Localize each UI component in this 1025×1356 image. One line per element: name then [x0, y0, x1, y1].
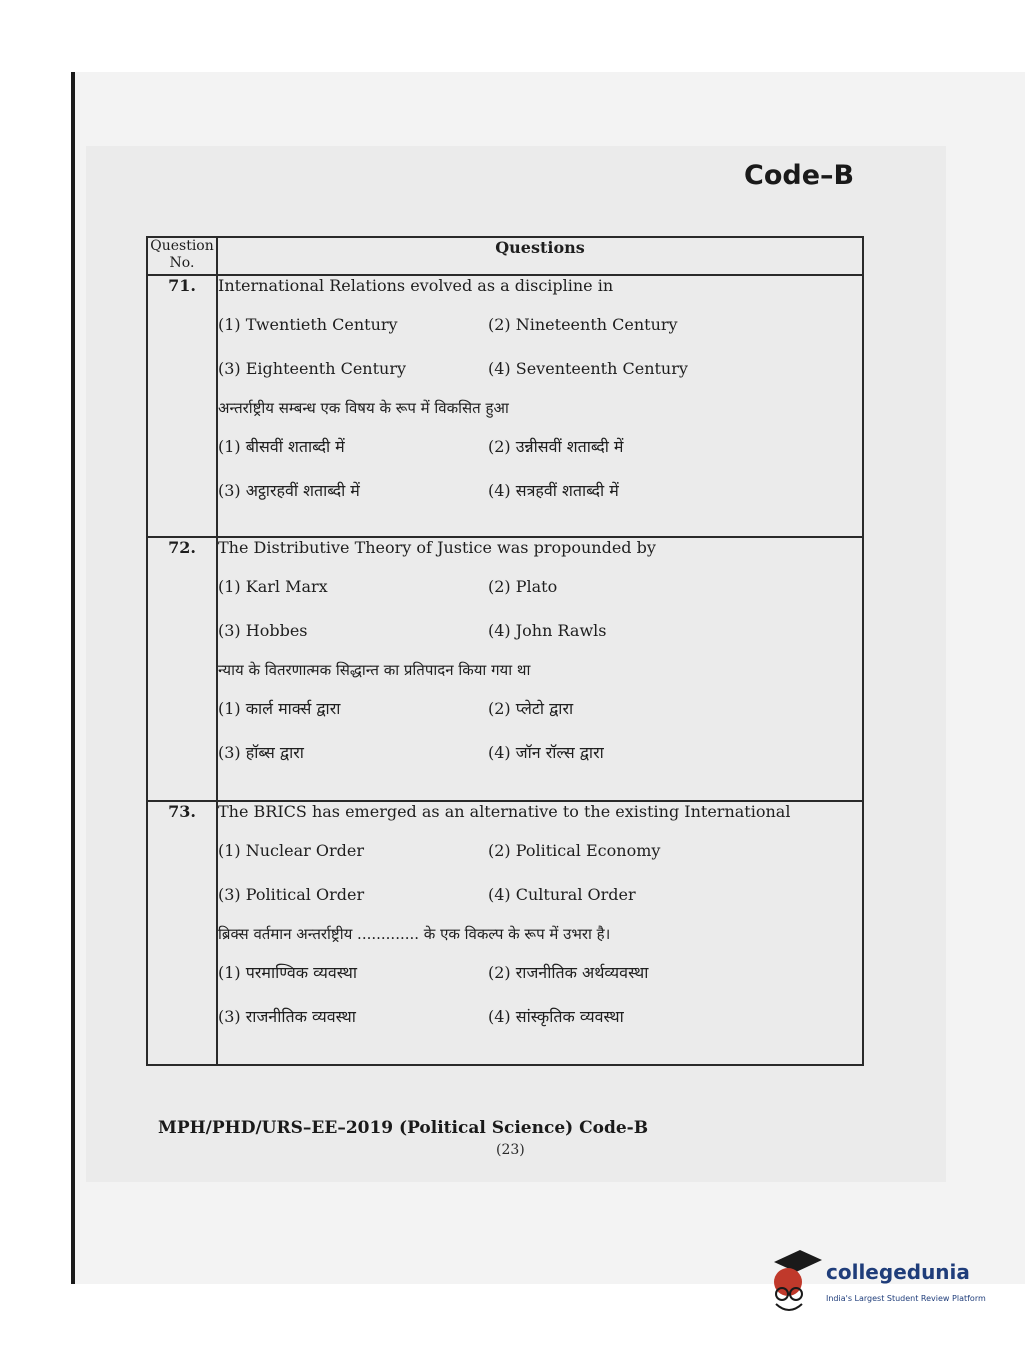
option: (1) परमाण्विक व्यवस्था [218, 963, 358, 982]
page-number: (23) [496, 1142, 525, 1158]
option: (2) प्लेटो द्वारा [488, 699, 574, 718]
option: (3) Political Order [218, 885, 365, 904]
question-text: International Relations evolved as a discipline in [218, 276, 614, 295]
table-header-row [147, 237, 863, 275]
option: (1) Twentieth Century [218, 315, 398, 334]
logo-wordmark: collegedunia [826, 1260, 970, 1284]
options-english [218, 314, 862, 380]
question-content [217, 275, 863, 537]
option: (1) बीसवीं शताब्दी में [218, 437, 345, 456]
option: (2) Nineteenth Century [488, 315, 678, 334]
question-text: The BRICS has emerged as an alternative to the existing International [218, 802, 791, 821]
column-header-questions: Questions [217, 237, 863, 275]
question-text-hindi: अन्तर्राष्ट्रीय सम्बन्ध एक विषय के रूप में विकसित हुआ [218, 399, 509, 417]
option: (1) कार्ल मार्क्स द्वारा [218, 699, 341, 718]
graduate-mascot-icon [766, 1248, 822, 1318]
question-row [147, 275, 863, 537]
option: (3) राजनीतिक व्यवस्था [218, 1007, 356, 1026]
question-number: 72. [147, 537, 217, 801]
option: (2) Plato [488, 577, 558, 596]
option: (4) जॉन रॉल्स द्वारा [488, 743, 604, 762]
question-number: 73. [147, 801, 217, 1065]
question-row [147, 801, 863, 1065]
option: (2) राजनीतिक अर्थव्यवस्था [488, 963, 649, 982]
column-header-question-no: Question No. [147, 237, 217, 275]
option: (1) Nuclear Order [218, 841, 364, 860]
logo-tagline: India's Largest Student Review Platform [826, 1294, 986, 1303]
options-english [218, 576, 862, 642]
questions-table [146, 236, 864, 1066]
option: (4) Cultural Order [488, 885, 636, 904]
options-hindi [218, 436, 862, 502]
question-text-hindi: न्याय के वितरणात्मक सिद्धान्त का प्रतिपादन किया गया था [218, 661, 531, 679]
option: (4) Seventeenth Century [488, 359, 688, 378]
options-hindi [218, 698, 862, 764]
option: (1) Karl Marx [218, 577, 328, 596]
option: (3) अट्ठारहवीं शताब्दी में [218, 481, 360, 500]
option: (3) Eighteenth Century [218, 359, 407, 378]
collegedunia-logo[interactable] [766, 1248, 996, 1328]
question-text: The Distributive Theory of Justice was propounded by [218, 538, 656, 557]
option: (4) John Rawls [488, 621, 607, 640]
question-content [217, 537, 863, 801]
question-number: 71. [147, 275, 217, 537]
options-english [218, 840, 862, 906]
option: (3) Hobbes [218, 621, 308, 640]
option: (4) सांस्कृतिक व्यवस्था [488, 1007, 624, 1026]
question-content [217, 801, 863, 1065]
option: (4) सत्रहवीं शताब्दी में [488, 481, 619, 500]
paper-footer-title: MPH/PHD/URS–EE–2019 (Political Science) Code-B [158, 1118, 649, 1138]
option: (2) Political Economy [488, 841, 661, 860]
options-hindi [218, 962, 862, 1028]
page-code-label: Code–B [744, 160, 855, 191]
option: (2) उन्नीसवीं शताब्दी में [488, 437, 624, 456]
question-text-hindi: ब्रिक्स वर्तमान अन्तर्राष्ट्रीय ............. के एक विकल्प के रूप में उभरा है। [218, 925, 611, 943]
question-row [147, 537, 863, 801]
option: (3) हॉब्स द्वारा [218, 743, 304, 762]
